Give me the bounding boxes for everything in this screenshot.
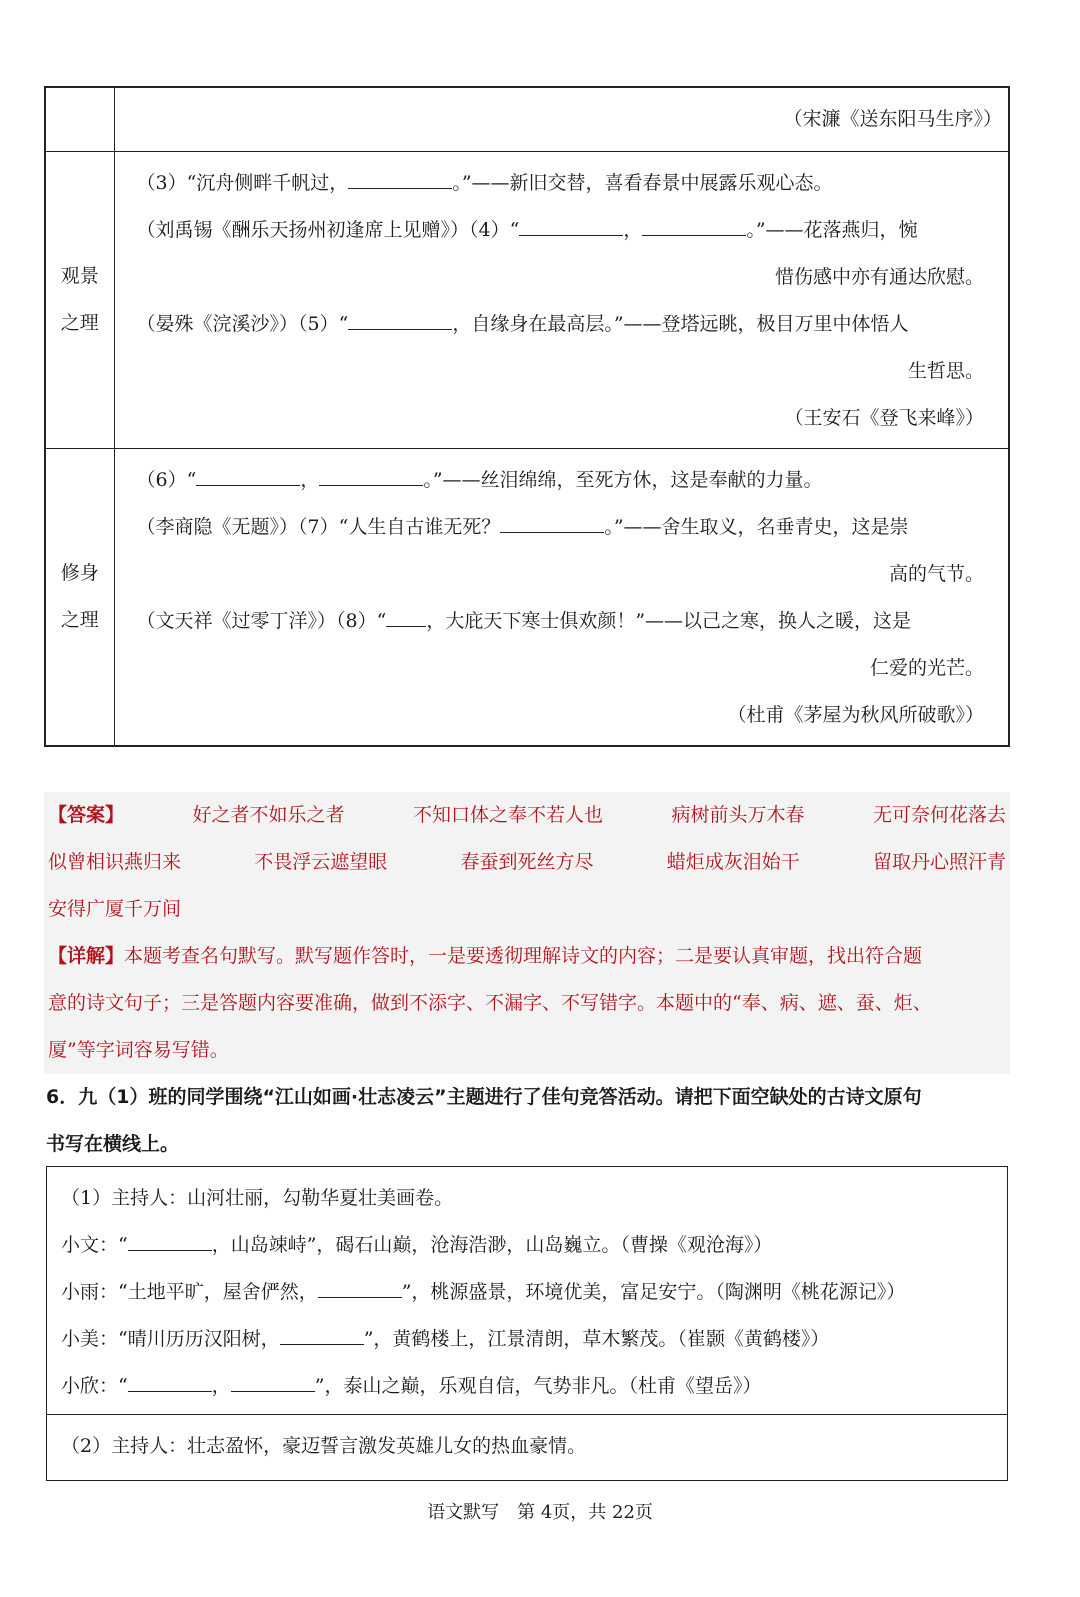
answer-blank[interactable] <box>128 1370 212 1392</box>
question-line: （晏殊《浣溪沙》）（5）“ ，自缘身在最高层。”——登塔远眺，极目万里中体悟人 <box>137 301 991 348</box>
question-line: （刘禹锡《酬乐天扬州初逢席上见赠》）（4）“ ， 。”——花落燕归，惋 <box>137 207 991 254</box>
answer-blank[interactable] <box>519 214 623 236</box>
category-label: 修身 <box>60 561 99 584</box>
question-line: （文天祥《过零丁洋》）（8）“ ，大庇天下寒士俱欢颜！”——以己之寒，换人之暖，这是 <box>137 598 991 645</box>
answer-item: 不知口体之奉不若人也 <box>412 804 603 826</box>
content-cell <box>114 151 1009 448</box>
answer-item: 蜡炬成灰泪始干 <box>666 851 800 873</box>
category-label: 观景 <box>60 264 99 287</box>
category-cell-empty <box>45 87 114 151</box>
question-line: 高的气节。 <box>888 562 984 585</box>
answer-item: 不畏浮云遮望眼 <box>254 851 388 873</box>
answer-item: 无可奈何花落去 <box>872 804 1006 826</box>
content-cell <box>114 87 1009 151</box>
answer-item: 春蚕到死丝方尽 <box>460 851 594 873</box>
answer-row <box>48 839 1006 886</box>
table-row <box>45 87 1009 151</box>
question-6-box <box>46 1166 1008 1481</box>
question-line: （李商隐《无题》）（7）“人生自古谁无死？ 。”——舍生取义，名垂青史，这是崇 <box>137 504 991 551</box>
answer-item: 似曾相识燕归来 <box>48 851 182 873</box>
answer-blank[interactable] <box>128 1229 212 1251</box>
category-label: 之理 <box>60 311 99 334</box>
answer-item: 留取丹心照汗青 <box>872 851 1006 873</box>
dialogue-line: 小美：“晴川历历汉阳树， ”，黄鹤楼上，江景清朗，草木繁茂。（崔颢《黄鹤楼》） <box>61 1316 993 1363</box>
source-citation: （杜甫《茅屋为秋风所破歌》） <box>727 703 984 726</box>
answer-item: 病树前头万木春 <box>671 804 805 826</box>
question-line <box>137 692 991 739</box>
answer-blank[interactable] <box>386 605 426 627</box>
detail-tag: 【详解】 <box>48 945 125 967</box>
question-line <box>137 395 991 442</box>
dialogue-line: 小文：“ ，山岛竦峙”，碣石山巅，沧海浩渺，山岛巍立。（曹操《观沧海》） <box>61 1222 993 1269</box>
answer-block <box>44 792 1010 1074</box>
answer-row <box>48 886 1006 933</box>
poem-table <box>44 86 1010 747</box>
category-label: 之理 <box>60 608 99 631</box>
answer-tag: 【答案】 <box>48 804 125 826</box>
question-line: （3）“沉舟侧畔千帆过， 。”——新旧交替，喜看春景中展露乐观心态。 <box>137 160 991 207</box>
question-6-stem: 6．九（1）班的同学围绕“江山如画·壮志凌云”主题进行了佳句竞答活动。请把下面空缺处的古诗文原句 书写在横线上。 <box>46 1086 922 1155</box>
question-line: （6）“ ， 。”——丝泪绵绵，至死方休，这是奉献的力量。 <box>137 457 991 504</box>
dialogue-line: 小欣：“ ， ”，泰山之巅，乐观自信，气势非凡。（杜甫《望岳》） <box>61 1363 993 1410</box>
answer-blank[interactable] <box>319 464 423 486</box>
host-line: （2）主持人：壮志盈怀，豪迈誓言激发英雄儿女的热血豪情。 <box>61 1435 587 1457</box>
question-line: 生哲思。 <box>907 359 984 382</box>
category-cell-self <box>45 448 114 746</box>
detail-line: 【详解】本题考查名句默写。默写题作答时，一是要透彻理解诗文的内容；二是要认真审题，找出符合题 <box>48 945 923 967</box>
source-citation: （宋濂《送东阳马生序》） <box>783 107 1002 130</box>
page-footer: 语文默写 第 4页，共 22页 <box>427 1502 653 1523</box>
answer-item: 安得广厦千万间 <box>48 898 182 920</box>
detail-line: 意的诗文句子；三是答题内容要准确，做到不添字、不漏字、不写错字。本题中的“奉、病、遮、蚕、炬、 <box>48 992 932 1014</box>
answer-blank[interactable] <box>348 308 452 330</box>
answer-blank[interactable] <box>348 167 452 189</box>
answer-blank[interactable] <box>642 214 746 236</box>
table-row <box>45 448 1009 746</box>
dialogue-line: 小雨：“土地平旷，屋舍俨然， ”，桃源盛景，环境优美，富足安宁。（陶渊明《桃花源记》） <box>61 1269 993 1316</box>
answer-blank[interactable] <box>500 511 604 533</box>
question-line: 仁爱的光芒。 <box>869 656 984 679</box>
answer-blank[interactable] <box>196 464 300 486</box>
content-cell <box>114 448 1009 746</box>
category-cell-view <box>45 151 114 448</box>
host-section-2 <box>47 1414 1007 1480</box>
answer-blank[interactable] <box>318 1276 402 1298</box>
host-line: （1）主持人：山河壮丽，勾勒华夏壮美画卷。 <box>61 1187 454 1209</box>
answer-blank[interactable] <box>280 1323 364 1345</box>
host-section-1 <box>47 1167 1007 1414</box>
detail-line: 厦”等字词容易写错。 <box>48 1039 229 1061</box>
table-row <box>45 151 1009 448</box>
source-citation: （王安石《登飞来峰》） <box>784 406 984 429</box>
answer-row <box>48 792 1006 839</box>
question-line: 惜伤感中亦有通达欣慰。 <box>774 265 984 288</box>
answer-blank[interactable] <box>231 1370 315 1392</box>
answer-item: 好之者不如乐之者 <box>192 804 345 826</box>
